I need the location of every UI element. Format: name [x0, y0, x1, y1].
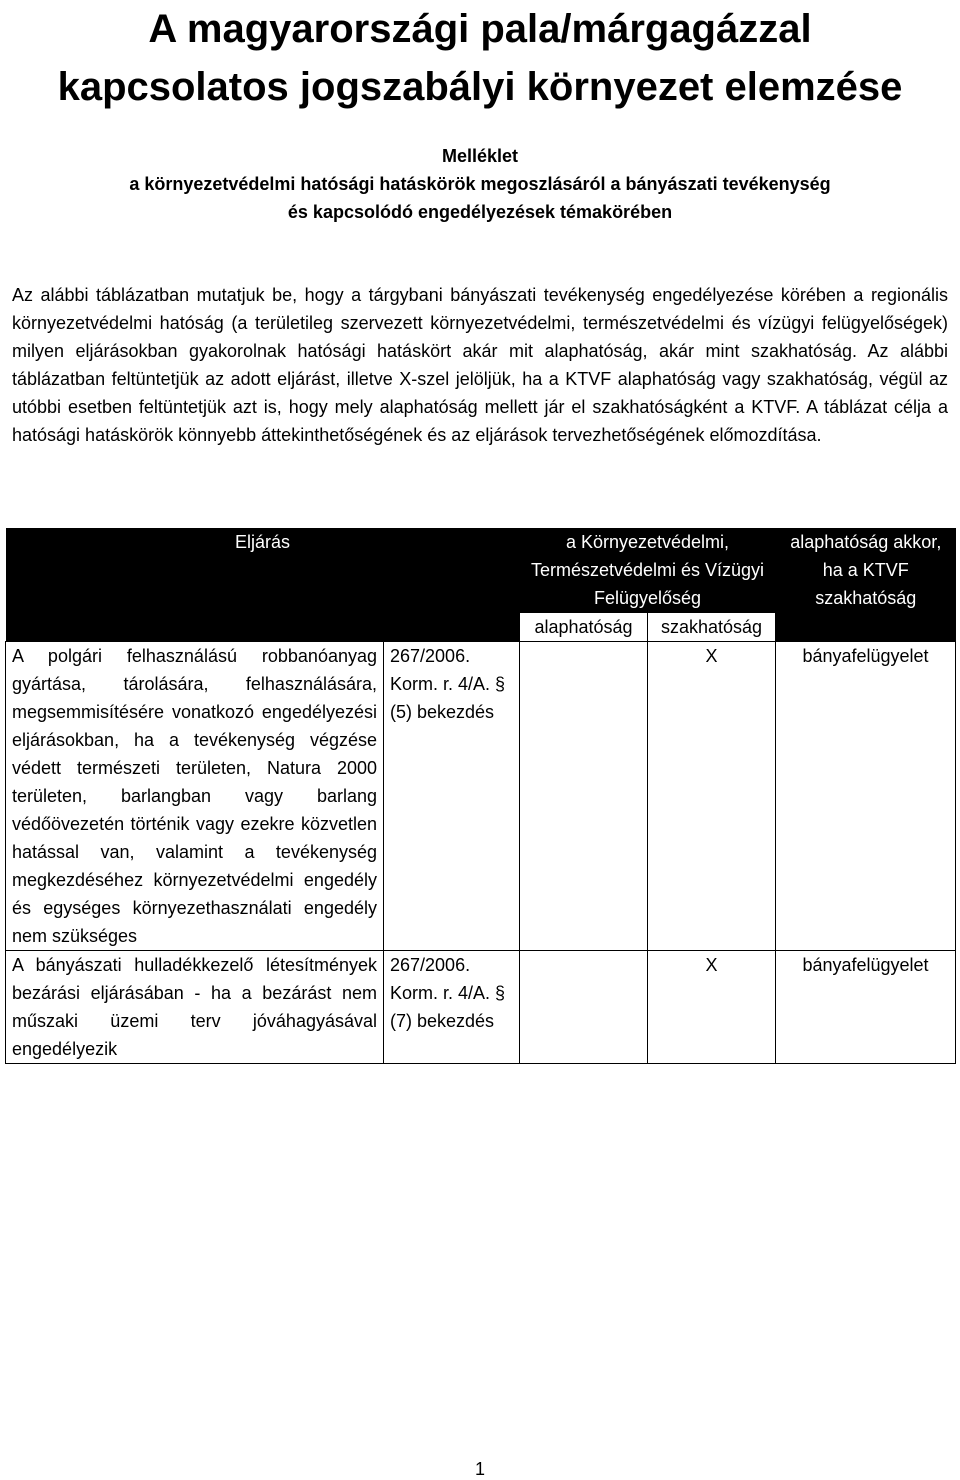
table-row [6, 642, 956, 951]
annex-heading [0, 142, 960, 226]
cell-base-authority: bányafelügyelet [776, 642, 956, 951]
authority-table [5, 528, 956, 1064]
document-title [0, 0, 960, 116]
title-line-2: kapcsolatos jogszabályi környezet elemzése [57, 65, 903, 109]
header-procedure-fill [6, 613, 520, 642]
cell-base-mark [520, 951, 648, 1064]
cell-expert-mark: X [648, 951, 776, 1064]
cell-base-mark [520, 642, 648, 951]
intro-paragraph: Az alábbi táblázatban mutatjuk be, hogy a tárgybani bányászati tevékenység engedélyezése körében a regionális környezetvédelmi hatóság (a területileg szervezett környezetvédelmi, természetvédelmi és vízügyi felügyelőségek) milyen eljárásokban gyakorolnak hatósági hatáskört akár mit alaphatóság, akár mint szakhatóság. Az alábbi táblázatban feltüntetjük az adott eljárást, illetve X-szel jelöljük, ha a KTVF alaphatóság vagy szakhatóság, végül az utóbbi esetben feltüntetjük azt is, hogy mely alaphatóság mellett jár el szakhatóságként a KTVF. A táblázat célja a hatósági hatáskörök könnyebb áttekinthetőségének és az eljárások tervezhetőségének előmozdítása. [12, 285, 948, 445]
title-line-1: A magyarországi pala/márgagázzal [148, 7, 812, 51]
annex-line-1: Melléklet [441, 146, 519, 166]
cell-reference: 267/2006. Korm. r. 4/A. § (7) bekezdés [384, 951, 520, 1064]
intro-section [12, 281, 948, 449]
cell-procedure: A polgári felhasználású robbanóanyag gyártása, tárolására, felhasználására, megsemmisítésére vonatkozó engedélyezési eljárásokban, ha a tevékenység végzése védett természeti területen, Natura 2000 területen, barlangban vagy barlang védőövezetén történik vagy ezekre közvetlen hatással van, valamint a tevékenység megkezdéséhez környezetvédelmi engedély és egységes környezethasználati engedély nem szükséges [6, 642, 384, 951]
cell-reference: 267/2006. Korm. r. 4/A. § (5) bekezdés [384, 642, 520, 951]
page-number: 1 [474, 1459, 485, 1479]
annex-line-2: a környezetvédelmi hatósági hatáskörök megoszlásáról a bányászati tevékenység [129, 174, 831, 194]
header-base-when-expert: alaphatóság akkor, ha a KTVF szakhatóság [776, 528, 956, 642]
cell-procedure: A bányászati hulladékkezelő létesítmények bezárási eljárásában - ha a bezárást nem műszaki üzemi terv jóváhagyásával engedélyezik [6, 951, 384, 1064]
table-row [6, 951, 956, 1064]
table-header-row [6, 528, 956, 613]
cell-expert-mark: X [648, 642, 776, 951]
header-authority: a Környezetvédelmi, Természetvédelmi és Vízügyi Felügyelőség [520, 528, 776, 613]
cell-base-authority: bányafelügyelet [776, 951, 956, 1064]
header-expert: szakhatóság [648, 613, 776, 642]
annex-line-3: és kapcsolódó engedélyezések témakörében [287, 202, 673, 222]
header-procedure: Eljárás [6, 528, 520, 613]
header-base: alaphatóság [520, 613, 648, 642]
